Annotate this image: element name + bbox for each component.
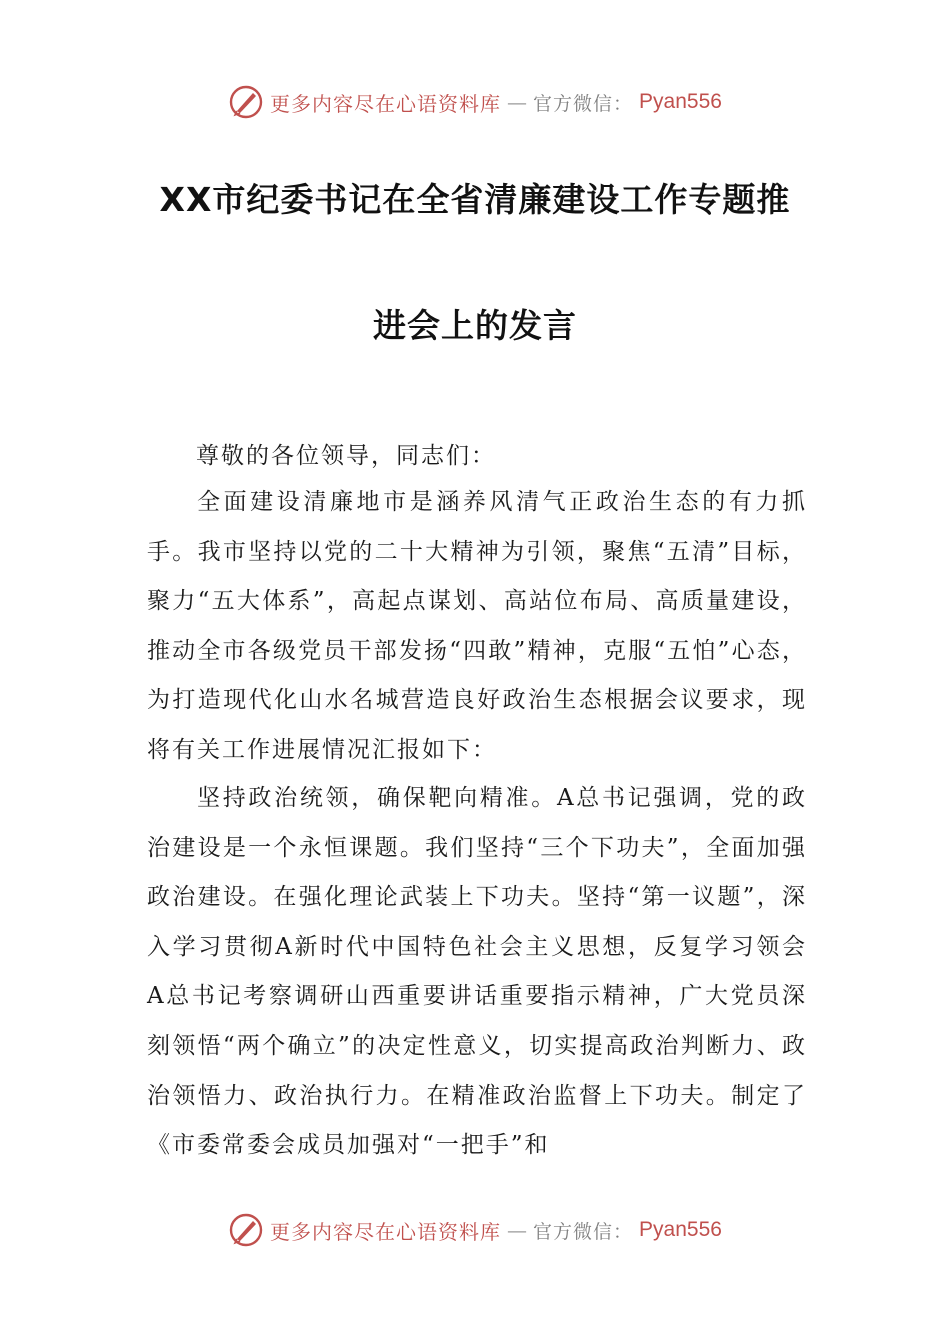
paragraph-political-leadership: 坚持政治统领，确保靶向精准。A总书记强调，党的政治建设是一个永恒课题。我们坚持“三个下功夫”，全面加强政治建设。在强化理论武装上下功夫。坚持“第一议题”，深入学习贯彻A新时代中国特色社会主义思想，反复学习领会A总书记考察调研山西重要讲话重要指示精神，广大党员深刻领悟“两个确立”的决定性意义，切实提高政治判断力、政治领悟力、政治执行力。在精准政治监督上下功夫。制定了《市委常委会成员加强对“一把手”和 bbox=[147, 785, 807, 1159]
watermark-footer bbox=[0, 1210, 950, 1250]
watermark-official-label: 官方微信： bbox=[533, 92, 634, 115]
watermark-separator: — bbox=[507, 1218, 528, 1242]
document-title-line-2: 进会上的发言 bbox=[373, 306, 577, 345]
document-title-line-1: XX市纪委书记在全省清廉建设工作专题推 bbox=[159, 180, 791, 219]
watermark-wechat-id: Pyan556 bbox=[639, 90, 722, 113]
watermark-separator: — bbox=[507, 90, 528, 114]
salutation: 尊敬的各位领导，同志们： bbox=[196, 443, 496, 469]
paragraph-intro: 全面建设清廉地市是涵养风清气正政治生态的有力抓手。我市坚持以党的二十大精神为引领，聚焦“五清”目标，聚力“五大体系”，高起点谋划、高站位布局、高质量建设，推动全市各级党员干部发扬“四敢”精神，克服“五怕”心态，为打造现代化山水名城营造良好政治生态根据会议要求，现将有关工作进展情况汇报如下： bbox=[147, 489, 807, 763]
watermark-text: 更多内容尽在心语资料库 bbox=[270, 1219, 502, 1244]
watermark-official-label: 官方微信： bbox=[533, 1220, 634, 1243]
quill-logo-icon bbox=[228, 84, 264, 120]
watermark-text: 更多内容尽在心语资料库 bbox=[270, 91, 502, 116]
watermark-wechat-id: Pyan556 bbox=[639, 1218, 722, 1241]
quill-logo-icon bbox=[228, 1212, 264, 1248]
watermark-header bbox=[0, 82, 950, 122]
